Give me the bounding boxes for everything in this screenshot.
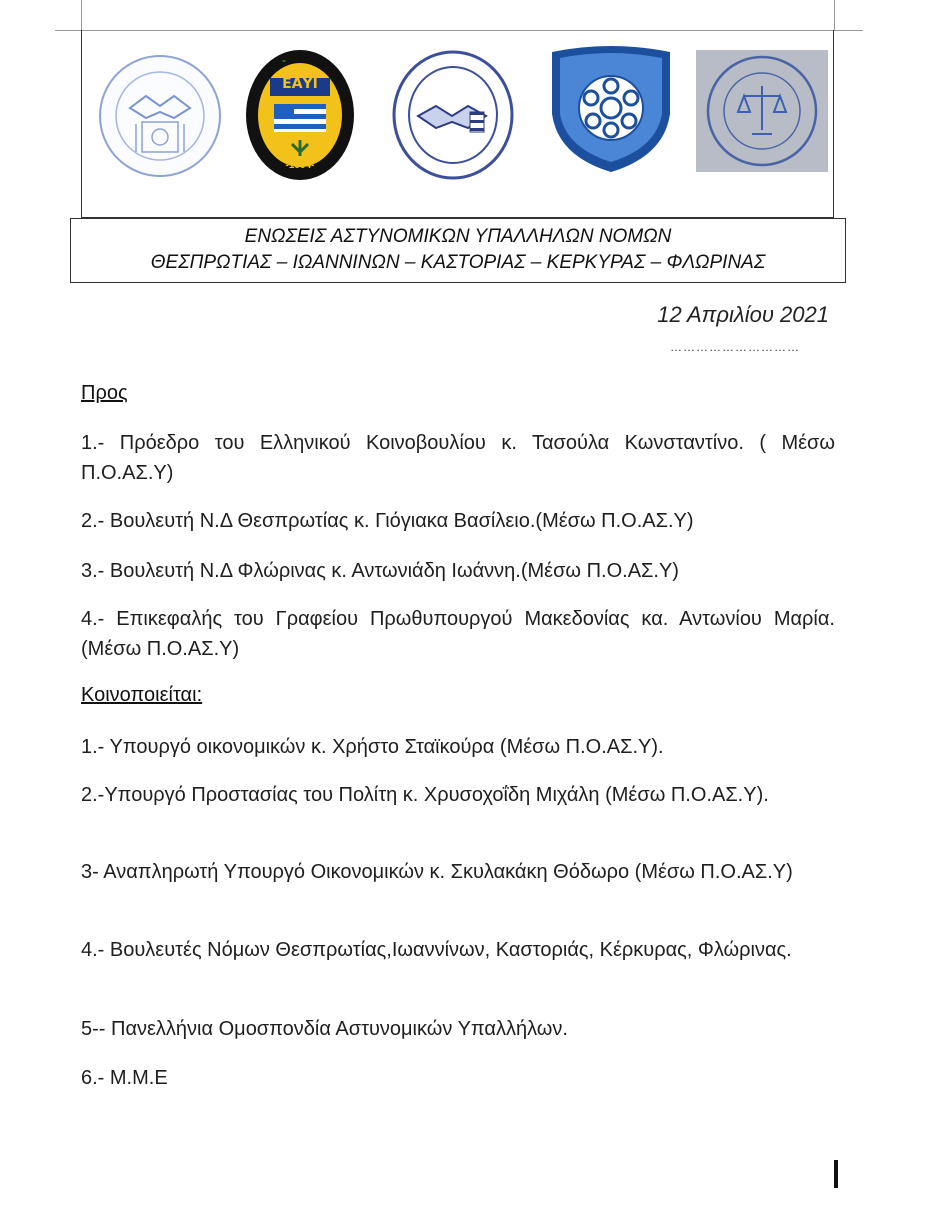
- cc-item-4: 4.- Βουλευτές Νόμων Θεσπρωτίας,Ιωαννίνων, Καστοριάς, Κέρκυρας, Φλώρινας.: [81, 939, 792, 961]
- cc-item-5: 5-- Πανελλήνια Ομοσπονδία Αστυνομικών Υπαλλήλων.: [81, 1018, 568, 1040]
- text-cursor: [834, 1160, 838, 1188]
- eayi-seal-year: -1994-: [285, 160, 315, 171]
- cc-heading: Κοινοποιείται:: [81, 684, 203, 706]
- title-line-2: ΘΕΣΠΡΩΤΙΑΣ – ΙΩΑΝΝΙΝΩΝ – ΚΑΣΤΟΡΙΑΣ – ΚΕΡΚΥΡΑΣ – ΦΛΩΡΙΝΑΣ: [150, 252, 766, 273]
- document-date: 12 Απριλίου 2021: [657, 302, 829, 327]
- cc-item-1: 1.- Υπουργό οικονομικών κ. Χρήστο Σταϊκούρα (Μέσω Π.Ο.ΑΣ.Υ).: [81, 736, 664, 758]
- kerkyra-union-shield-icon: [546, 44, 676, 176]
- recipient-item-1: 1.- Πρόεδρο του Ελληνικού Κοινοβουλίου κ. Τασούλα Κωνσταντίνο. ( Μέσω Π.Ο.ΑΣ.Υ): [81, 432, 835, 484]
- recipient-item-2: 2.- Βουλευτή Ν.Δ Θεσπρωτίας κ. Γιόγιακα Βασίλειο.(Μέσω Π.Ο.ΑΣ.Υ): [81, 510, 694, 532]
- cc-item-3: 3- Αναπληρωτή Υπουργό Οικονομικών κ. Σκυλακάκη Θόδωρο (Μέσω Π.Ο.ΑΣ.Υ): [81, 861, 793, 883]
- eayi-ioannina-seal-icon: [244, 48, 356, 182]
- florina-union-stamp-icon: [696, 50, 828, 172]
- recipient-item-3: 3.- Βουλευτή Ν.Δ Φλώρινας κ. Αντωνιάδη Ιωάννη.(Μέσω Π.Ο.ΑΣ.Υ): [81, 560, 679, 582]
- title-line-1: ΕΝΩΣΕΙΣ ΑΣΤΥΝΟΜΙΚΩΝ ΥΠΑΛΛΗΛΩΝ ΝΟΜΩΝ: [244, 226, 672, 247]
- crop-guide-left: [81, 0, 82, 30]
- kastoria-union-seal-icon: [392, 50, 514, 180]
- cc-item-2: 2.-Υπουργό Προστασίας του Πολίτη κ. Χρυσοχοΐδη Μιχάλη (Μέσω Π.Ο.ΑΣ.Υ).: [81, 784, 769, 806]
- thesprotia-union-seal-icon: [96, 52, 224, 180]
- crop-guide-right: [834, 0, 835, 30]
- recipient-item-4: 4.- Επικεφαλής του Γραφείου Πρωθυπουργού Μακεδονίας κα. Αντωνίου Μαρία. (Μέσω Π.Ο.ΑΣ.Υ): [81, 608, 835, 660]
- date-dotted-line: …………………………: [670, 340, 800, 354]
- document-title-box: [70, 218, 846, 283]
- recipients-heading: Προς: [81, 382, 128, 404]
- cc-item-6: 6.- Μ.Μ.Ε: [81, 1067, 168, 1089]
- logo-header-box: [81, 30, 834, 218]
- eayi-seal-text: ΕΑΥΙ: [282, 76, 318, 92]
